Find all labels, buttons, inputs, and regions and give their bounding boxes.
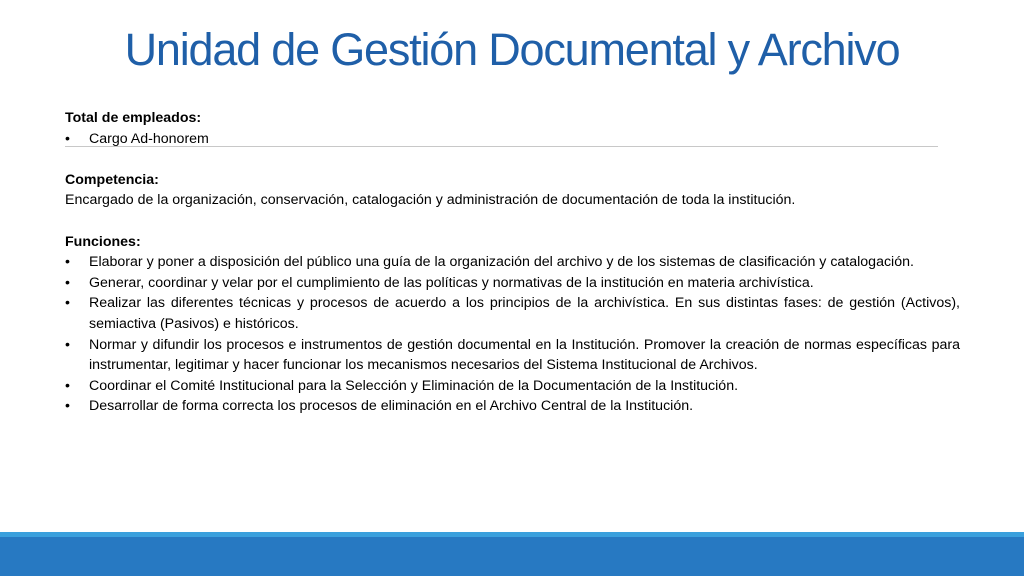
list-item (65, 335, 960, 376)
list-item-text: Normar y difundir los procesos e instrumentos de gestión documental en la Institución. Promover la creación de normas específicas para instrumentar, legitimar y hacer funcionar los mecanismos necesarios del Sistema Institucional de Archivos. (89, 336, 960, 374)
footer-bar (0, 537, 1024, 576)
list-item-text: Generar, coordinar y velar por el cumplimiento de las políticas y normativas de la institución en materia archivística. (89, 274, 814, 291)
bullet-icon: • (65, 377, 70, 394)
competencia-text: Encargado de la organización, conservación, catalogación y administración de documentación de toda la institución. (65, 192, 796, 209)
bullet-icon: • (65, 398, 70, 415)
bullet-icon: • (65, 130, 70, 147)
funciones-list (65, 252, 960, 417)
employees-heading: Total de empleados: (65, 110, 202, 126)
bullet-icon: • (65, 295, 70, 312)
list-item-text: Cargo Ad-honorem (89, 130, 209, 147)
list-item (65, 293, 960, 334)
bullet-icon: • (65, 254, 70, 271)
list-item (65, 396, 960, 417)
list-item-text: Desarrollar de forma correcta los procesos de eliminación en el Archivo Central de la Institución. (89, 398, 694, 415)
funciones-heading: Funciones: (65, 233, 141, 250)
list-item (65, 129, 960, 150)
slide-title: Unidad de Gestión Documental y Archivo (124, 24, 900, 75)
competencia-heading: Competencia: (65, 171, 159, 188)
list-item-text: Elaborar y poner a disposición del público una guía de la organización del archivo y de los sistemas de clasificación y catalogación. (89, 254, 914, 271)
bullet-icon: • (65, 274, 70, 291)
slide-body (65, 108, 960, 417)
list-item-text: Coordinar el Comité Institucional para la Selección y Eliminación de la Documentación de la Institución. (89, 377, 739, 394)
list-item (65, 252, 960, 273)
bullet-icon: • (65, 336, 70, 353)
list-item (65, 376, 960, 397)
list-item-text: Realizar las diferentes técnicas y procesos de acuerdo a los principios de la archivística. En sus distintas fases: de gestión (Activos), semiactiva (Pasivos) e históricos. (89, 295, 960, 332)
list-item (65, 273, 960, 294)
employees-list (65, 129, 960, 150)
